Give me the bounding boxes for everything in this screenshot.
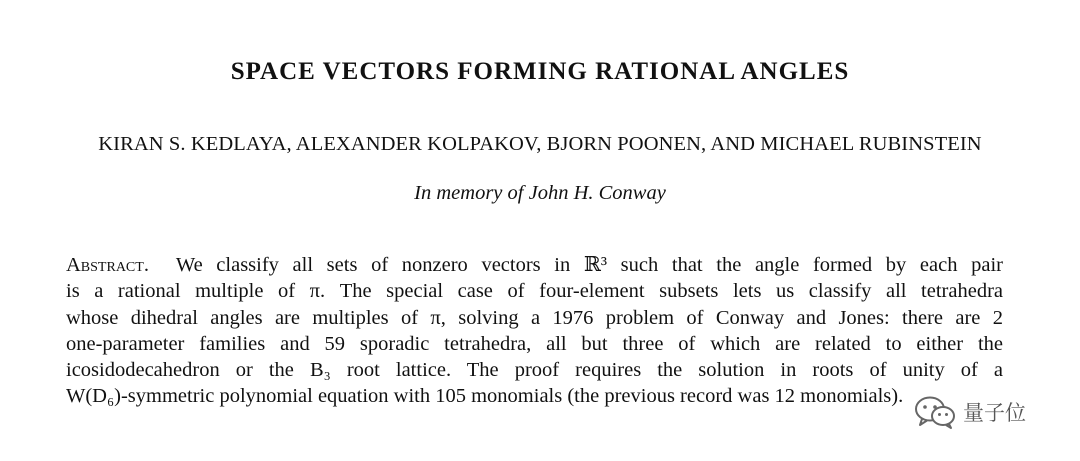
abstract-line: whose dihedral angles are multiples of π, solving a 1976 problem of Conway and Jones: there are 2 <box>66 306 1003 329</box>
author-list: KIRAN S. KEDLAYA, ALEXANDER KOLPAKOV, BJORN POONEN, AND MICHAEL RUBINSTEIN <box>98 133 982 155</box>
abstract-line: one-parameter families and 59 sporadic tetrahedra, all but three of which are related to either the <box>66 332 1003 355</box>
abstract-line: is a rational multiple of π. The special case of four-element subsets lets us classify all tetrahedra <box>66 280 1003 303</box>
watermark <box>913 392 1026 432</box>
abstract-line <box>66 252 1003 278</box>
paper-title: SPACE VECTORS FORMING RATIONAL ANGLES <box>230 58 850 85</box>
abstract-line: W(D₆)-symmetric polynomial equation with 105 monomials (the previous record was 12 monomials). <box>66 385 904 408</box>
wechat-icon <box>913 394 957 430</box>
dedication: In memory of John H. Conway <box>414 182 666 204</box>
abstract-line: icosidodecahedron or the B₃ root lattice. The proof requires the solution in roots of unity of a <box>66 359 1003 382</box>
abstract-line-text: We classify all sets of nonzero vectors in ℝ³ such that the angle formed by each pair <box>175 254 1003 276</box>
abstract <box>66 252 1003 410</box>
watermark-text: 量子位 <box>963 401 1026 425</box>
abstract-heading: Abstract. <box>66 254 149 276</box>
